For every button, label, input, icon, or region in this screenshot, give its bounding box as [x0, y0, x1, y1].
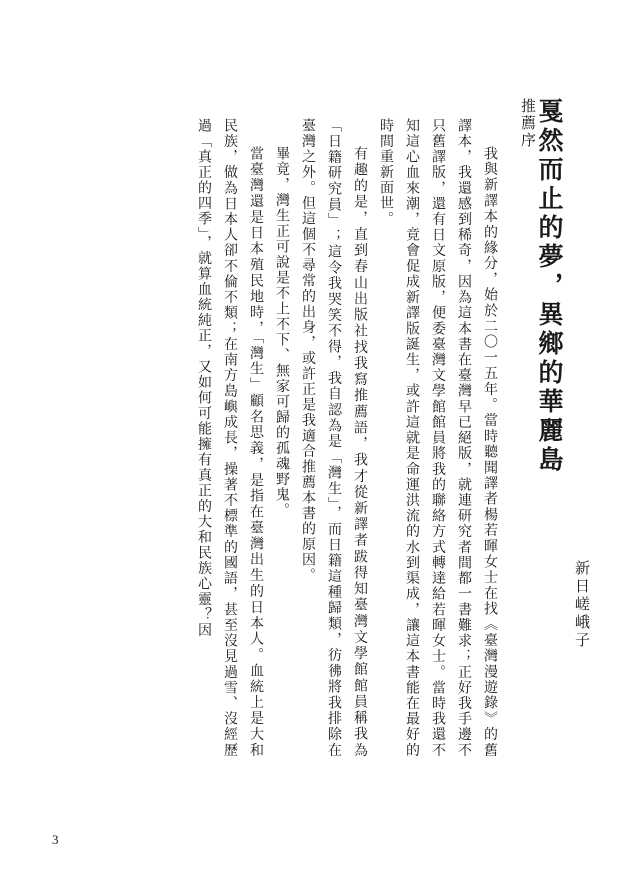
chapter-title: 戛然而止的夢，異鄉的華麗島 — [535, 98, 564, 475]
paragraph: 畢竟，灣生正可說是不上不下、無家可歸的孤魂野鬼。 — [274, 146, 290, 518]
page-number: 3 — [52, 832, 59, 847]
body-text — [163, 118, 503, 758]
paragraph: 當臺灣還是日本殖民地時，「灣生」顧名思義，是指在臺灣出生的日本人。血統上是大和民族，做為日本人卻不倫不類；在南方島嶼成長，操著不標準的國語，甚至沒見過雪、沒經歷過「真正的四季」，就算血統純正，又如何可能擁有真正的大和民族心靈？因 — [196, 118, 264, 758]
section-label: 推薦序 — [519, 98, 537, 149]
paragraph: 有趣的是，直到春山出版社找我寫推薦語，我才從新譯者跋得知臺灣文學館館員稱我為「日籍研究員」；這令我哭笑不得，我自認為是「灣生」，而日籍這種歸類，彷彿將我排除在臺灣之外。但這個不尋常的出身，或許正是我適合推薦本書的原因。 — [300, 118, 368, 758]
paragraph: 我與新譯本的緣分，始於二〇一五年。當時聽聞譯者楊若暉女士在找《臺灣漫遊錄》的舊譯本，我還感到稀奇，因為這本書在臺灣早已絕版，就連研究者間都一書難求；正好我手邊不只舊譯版，還有日文原版，便委臺灣文學館館員將我的聯絡方式轉達給若暉女士。當時我還不知這心血來潮，竟會促成新譯版誕生，或許這就是命運洪流的水到渠成，讓這本書能在最好的時間重新面世。 — [378, 118, 498, 758]
author-name: 新日嵯峨子 — [573, 560, 591, 650]
